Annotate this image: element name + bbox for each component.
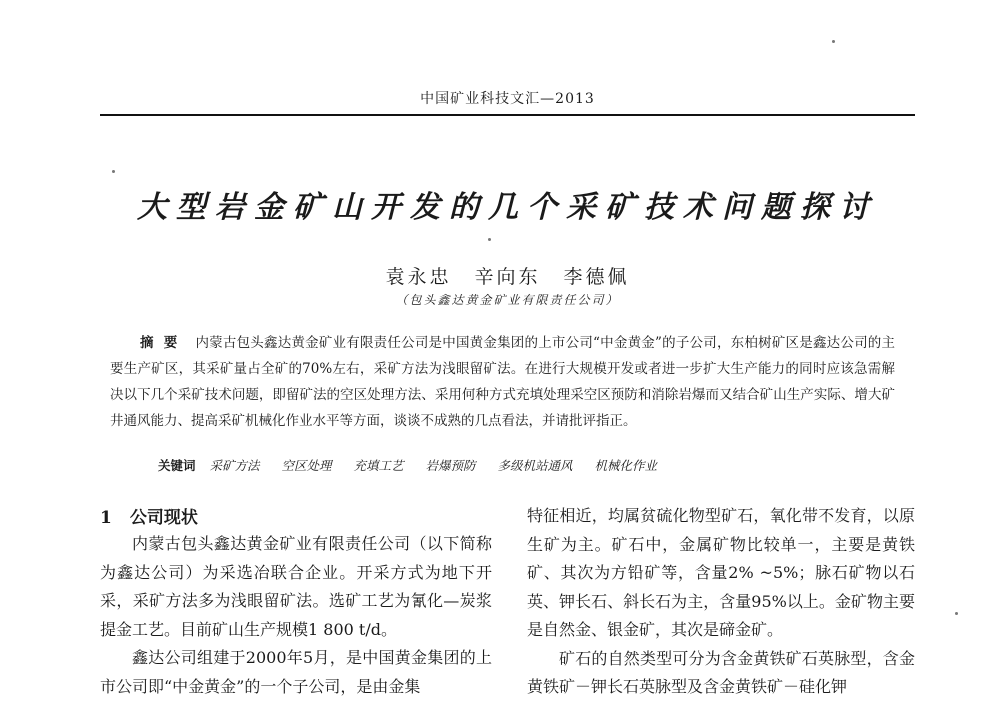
abstract-label: 摘要 xyxy=(140,335,188,351)
keyword: 充填工艺 xyxy=(353,458,404,473)
body-paragraph: 矿石的自然类型可分为含金黄铁矿石英脉型，含金黄铁矿－钾长石英脉型及含金黄铁矿－硅化钾 xyxy=(527,648,915,696)
left-column xyxy=(100,530,492,701)
keyword: 空区处理 xyxy=(281,458,332,473)
section-title: 公司现状 xyxy=(129,508,198,528)
scan-speck xyxy=(832,40,835,43)
body-paragraph: 内蒙古包头鑫达黄金矿业有限责任公司（以下简称为鑫达公司）为采选冶联合企业。开采方式为地下开采，采矿方法多为浅眼留矿法。选矿工艺为氰化—炭浆提金工艺。目前矿山生产规模1 800 t/d。 xyxy=(100,534,492,639)
abstract-text: 内蒙古包头鑫达黄金矿业有限责任公司是中国黄金集团的上市公司“中金黄金”的子公司，东柏树矿区是鑫达公司的主要生产矿区，其采矿量占全矿的70%左右，采矿方法为浅眼留矿法。在进行大规模开发或者进一步扩大生产能力的同时应该急需解决以下几个采矿技术问题，即留矿法的空区处理方法、采用何种方式充填处理采空区预防和消除岩爆而又结合矿山生产实际、增大矿井通风能力、提高采矿机械化作业水平等方面，谈谈不成熟的几点看法，并请批评指正。 xyxy=(110,335,896,429)
header-rule xyxy=(100,114,915,116)
paper-authors: 袁永忠 辛向东 李德佩 xyxy=(385,266,630,288)
running-head: 中国矿业科技文汇—2013 xyxy=(420,91,595,107)
keyword: 采矿方法 xyxy=(209,458,260,473)
section-heading xyxy=(100,503,198,528)
keywords-label: 关键词 xyxy=(158,458,196,473)
body-paragraph: 鑫达公司组建于2000年5月，是中国黄金集团的上市公司即“中金黄金”的一个子公司，是由金集 xyxy=(100,648,492,696)
paper-affiliation: （包头鑫达黄金矿业有限责任公司） xyxy=(395,293,620,307)
right-column xyxy=(527,502,915,702)
paper-title: 大型岩金矿山开发的几个采矿技术问题探讨 xyxy=(137,190,878,225)
scan-speck xyxy=(488,238,491,241)
scan-speck xyxy=(112,170,115,173)
scan-speck xyxy=(955,612,958,615)
keyword: 机械化作业 xyxy=(594,458,658,473)
keywords-block xyxy=(158,456,898,476)
keyword: 多级机站通风 xyxy=(497,458,573,473)
abstract-block xyxy=(110,330,895,434)
body-paragraph: 特征相近，均属贫硫化物型矿石，氧化带不发育，以原生矿为主。矿石中，金属矿物比较单一，主要是黄铁矿、其次为方铅矿等，含量2% ~5%；脉石矿物以石英、钾长石、斜长石为主，含量95%以上。金矿物主要是自然金、银金矿，其次是碲金矿。 xyxy=(527,506,915,639)
keyword: 岩爆预防 xyxy=(425,458,476,473)
section-number: 1 xyxy=(100,508,112,528)
